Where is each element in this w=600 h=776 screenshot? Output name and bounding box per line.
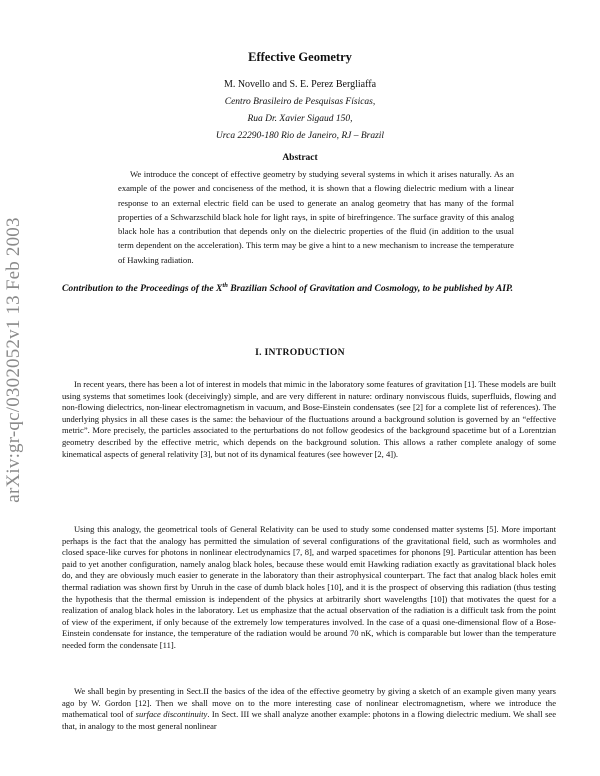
contribution-note [62, 278, 556, 296]
intro-paragraph-1: In recent years, there has been a lot of interest in models that mimic in the laboratory some features of gravitation [1]. These models are built using systems that sometimes look (deceivingly) simple, and are very different in nature: ordinary nonviscous fluids, superfluids, flowing and non-flowing dielectrics, non-linear electromagnetism in vacuum, and Bose-Einstein condensates (see [2] for a complete list of references). The underlying physics in all these cases is the same: the behaviour of the fluctuations around a background solution is governed by an “effective metric”. More precisely, the particles associated to the perturbations do not follow geodesics of the background spacetime but of a Lorentzian geometry described by the effective metric, which depends on the background solution. This allows a rather complete analogy of some kinematical aspects of general relativity [3], but not of its dynamical features (see however [2, 4]). [62, 379, 556, 459]
section-heading-introduction: I. INTRODUCTION [255, 347, 345, 358]
authors: M. Novello and S. E. Perez Bergliaffa [223, 79, 377, 90]
intro-paragraph-3-start: We shall begin by presenting in Sect.II the basics of the idea of the effective geometry by giving a sketch of an example given many years ago by W. Gordon [12]. Then we shall move on to the more interesting case of nonlinear electromagnetism, where we introduce the mathematical tool of [62, 686, 556, 720]
affiliation-line-1: Centro Brasileiro de Pesquisas Físicas, [224, 97, 376, 107]
affiliation-line-3: Urca 22290-180 Rio de Janeiro, RJ – Brazil [215, 131, 385, 141]
contribution-text-end: Brazilian School of Gravitation and Cosmology, to be published by AIP. [227, 283, 513, 295]
contribution-superscript: th [222, 282, 228, 289]
contribution-text-start: Contribution to the Proceedings of the X [62, 283, 223, 295]
paper-title: Effective Geometry [248, 50, 352, 64]
intro-paragraph-3 [62, 686, 556, 732]
abstract-heading: Abstract [282, 153, 318, 163]
affiliation-line-2: Rua Dr. Xavier Sigaud 150, [247, 114, 353, 124]
abstract-text: We introduce the concept of effective geometry by studying several systems in which it arises naturally. As an example of the power and conciseness of the method, it is shown that a flowing dielectric medium with a linear response to an external electric field can be used to generate an analog geometry that has many of the formal properties of a Schwarzschild black hole for light rays, in spite of birefringence. The surface gravity of this analog black hole has a contribution that depends only on the dielectric properties of the fluid (in addition to the usual term dependent on the acceleration). This term may be give a hint to a new mechanism to increase the temperature of Hawking radiation. [118, 169, 514, 265]
arxiv-identifier-stamp [2, 210, 26, 510]
intro-paragraph-3-end: . In Sect. III we shall analyze another example: photons in a flowing dielectric medium. We shall see that, in analogy to the most general nonlinear [62, 709, 556, 731]
intro-paragraph-3-emphasis: surface discontinuity [135, 709, 208, 720]
arxiv-identifier-text: arXiv:gr-qc/0302052v1 13 Feb 2003 [3, 217, 24, 503]
intro-paragraph-2: Using this analogy, the geometrical tools of General Relativity can be used to study some condensed matter systems [5]. More important perhaps is the fact that the analogy has permitted the simulation of several configurations of the gravitational field, such as wormholes and closed space-like curves for photons in nonlinear electrodynamics [7, 8], and warped spacetimes for phonons [9]. Particular attention has been paid to yet another configuration, namely analog black holes, because these would emit Hawking radiation exactly as gravitational black holes do, and they are obviously much easier to generate in the laboratory than their astrophysical counterpart. The fact that analog black holes emit thermal radiation was shown first by Unruh in the case of dumb black holes [10], and it is the prospect of observing this radiation (thus testing the hypothesis that the thermal emission is independent of the physics at arbitrarily short wavelengths [10]) that motivates the quest for a realization of analog black holes in the laboratory. Let us emphasize that the actual observation of the radiation is a difficult task from the point of view of the experiment, if only because of the extremely low temperatures involved. In the case of a quasi one-dimensional flow of a Bose-Einstein condensate for instance, the temperature of the radiation would be around 70 nK, which is comparable but lower than the temperature needed form the condensate [11]. [62, 524, 556, 650]
